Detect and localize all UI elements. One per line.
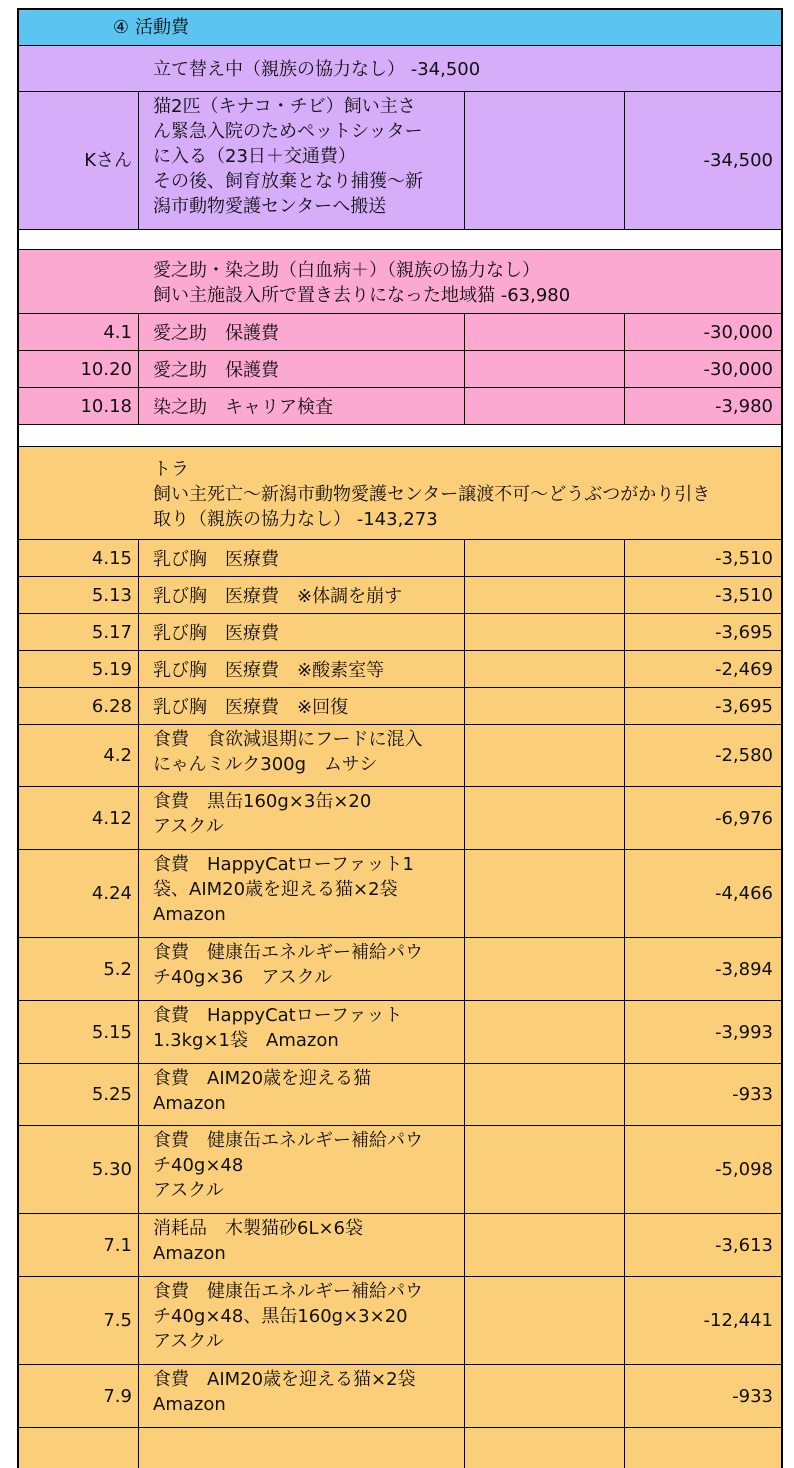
row-date: 4.15	[19, 540, 139, 576]
row-date: 5.15	[19, 1001, 139, 1063]
table-row	[19, 651, 781, 688]
row-description: 食費 黒缶160g×3缶×20 アスクル	[139, 787, 465, 849]
row-date: 5.25	[19, 1064, 139, 1125]
row-date: 5.17	[19, 614, 139, 650]
row-amount: -933	[732, 1385, 773, 1407]
row-amount: -30,000	[703, 358, 773, 380]
separator-row	[19, 425, 781, 447]
row-description	[139, 1428, 465, 1468]
row-blank-cell	[465, 1277, 625, 1364]
row-date: 5.30	[19, 1126, 139, 1213]
row-date: 10.18	[19, 388, 139, 424]
row-description: 食費 食欲減退期にフードに混入 にゃんミルク300g ムサシ	[139, 725, 465, 786]
section-title: 活動費	[135, 17, 189, 38]
row-blank-cell	[465, 577, 625, 613]
row-blank-cell	[465, 725, 625, 786]
row-date: 7.1	[19, 1214, 139, 1276]
section-number: ④	[112, 17, 129, 38]
table-row	[19, 1365, 781, 1428]
row-amount: -3,695	[714, 695, 773, 717]
table-row	[19, 92, 781, 230]
row-description: 食費 健康缶エネルギー補給パウ チ40g×36 アスクル	[139, 938, 465, 1000]
row-amount: -3,613	[714, 1234, 773, 1256]
row-date: 4.1	[19, 314, 139, 350]
row-description: 乳び胸 医療費 ※回復	[139, 688, 465, 724]
row-date: 4.12	[19, 787, 139, 849]
group-header: 立て替え中（親族の協力なし） -34,500	[153, 59, 481, 80]
row-amount: -2,469	[714, 658, 773, 680]
row-blank-cell	[465, 1428, 625, 1468]
row-blank-cell	[465, 651, 625, 687]
row-blank-cell	[465, 688, 625, 724]
row-date: 4.24	[19, 850, 139, 937]
row-amount: -12,441	[703, 1310, 773, 1331]
row-date: 5.2	[19, 938, 139, 1000]
table-row	[19, 1277, 781, 1365]
row-date: 7.5	[19, 1277, 139, 1364]
row-blank-cell	[465, 351, 625, 387]
table-row	[19, 351, 781, 388]
group-header-row	[19, 250, 781, 314]
expense-table	[17, 8, 783, 1468]
table-row	[19, 1428, 781, 1468]
row-description: 食費 HappyCatローファット 1.3kg×1袋 Amazon	[139, 1001, 465, 1063]
row-blank-cell	[465, 850, 625, 937]
row-date: 5.13	[19, 577, 139, 613]
row-amount: -5,098	[714, 1159, 773, 1180]
row-amount: -4,466	[714, 883, 773, 904]
row-amount: -3,510	[714, 547, 773, 569]
group-header-row	[19, 447, 781, 540]
row-description: 乳び胸 医療費 ※体調を崩す	[139, 577, 465, 613]
row-description: 乳び胸 医療費 ※酸素室等	[139, 651, 465, 687]
row-amount: -34,500	[703, 150, 773, 171]
section-title-row	[19, 10, 781, 46]
row-date: 10.20	[19, 351, 139, 387]
table-row	[19, 314, 781, 351]
row-blank-cell	[465, 1214, 625, 1276]
table-row	[19, 388, 781, 425]
row-date	[19, 1428, 139, 1468]
row-amount: -3,993	[714, 1021, 773, 1043]
row-amount: -3,510	[714, 584, 773, 606]
row-blank-cell	[465, 787, 625, 849]
row-description: 乳び胸 医療費	[139, 540, 465, 576]
table-row	[19, 850, 781, 938]
row-description: 食費 健康缶エネルギー補給パウ チ40g×48 アスクル	[139, 1126, 465, 1213]
row-amount: -3,980	[714, 395, 773, 417]
group-header: 愛之助・染之助（白血病＋）（親族の協力なし） 飼い主施設入所で置き去りになった地域猫 -63,980	[153, 259, 571, 306]
row-blank-cell	[465, 938, 625, 1000]
row-date: 7.9	[19, 1365, 139, 1427]
row-description: 乳び胸 医療費	[139, 614, 465, 650]
row-date: 5.19	[19, 651, 139, 687]
table-row	[19, 1214, 781, 1277]
row-blank-cell	[465, 1126, 625, 1213]
row-blank-cell	[465, 1365, 625, 1427]
row-amount: -933	[732, 1084, 773, 1105]
row-amount: -3,894	[714, 958, 773, 980]
row-date: 6.28	[19, 688, 139, 724]
table-row	[19, 725, 781, 787]
row-description: 染之助 キャリア検査	[139, 388, 465, 424]
table-row	[19, 1064, 781, 1126]
table-row	[19, 540, 781, 577]
row-date: Kさん	[19, 92, 139, 229]
row-blank-cell	[465, 1064, 625, 1125]
row-description: 食費 HappyCatローファット1 袋、AIM20歳を迎える猫×2袋 Amazon	[139, 850, 465, 937]
row-amount	[625, 1428, 781, 1468]
row-description: 食費 AIM20歳を迎える猫×2袋 Amazon	[139, 1365, 465, 1427]
row-amount: -6,976	[714, 807, 773, 829]
table-row	[19, 787, 781, 850]
row-blank-cell	[465, 314, 625, 350]
row-blank-cell	[465, 614, 625, 650]
table-row	[19, 1126, 781, 1214]
separator-row	[19, 230, 781, 250]
row-description: 愛之助 保護費	[139, 351, 465, 387]
row-description: 食費 AIM20歳を迎える猫 Amazon	[139, 1064, 465, 1125]
row-blank-cell	[465, 388, 625, 424]
row-description: 食費 健康缶エネルギー補給パウ チ40g×48、黒缶160g×3×20 アスクル	[139, 1277, 465, 1364]
row-amount: -3,695	[714, 621, 773, 643]
table-row	[19, 614, 781, 651]
group-header: トラ 飼い主死亡～新潟市動物愛護センター譲渡不可～どうぶつがかり引き 取り（親族の協力なし） -143,273	[153, 458, 711, 530]
row-date: 4.2	[19, 725, 139, 786]
table-row	[19, 577, 781, 614]
row-description: 猫2匹（キナコ・チビ）飼い主さ ん緊急入院のためペットシッター に入る（23日＋交通費） その後、飼育放棄となり捕獲～新 潟市動物愛護センターへ搬送	[139, 92, 465, 229]
row-description: 消耗品 木製猫砂6L×6袋 Amazon	[139, 1214, 465, 1276]
row-blank-cell	[465, 1001, 625, 1063]
row-amount: -30,000	[703, 321, 773, 343]
row-blank-cell	[465, 92, 625, 229]
row-blank-cell	[465, 540, 625, 576]
table-row	[19, 938, 781, 1001]
table-row	[19, 1001, 781, 1064]
row-description: 愛之助 保護費	[139, 314, 465, 350]
row-amount: -2,580	[714, 745, 773, 766]
table-row	[19, 688, 781, 725]
group-header-row	[19, 46, 781, 92]
